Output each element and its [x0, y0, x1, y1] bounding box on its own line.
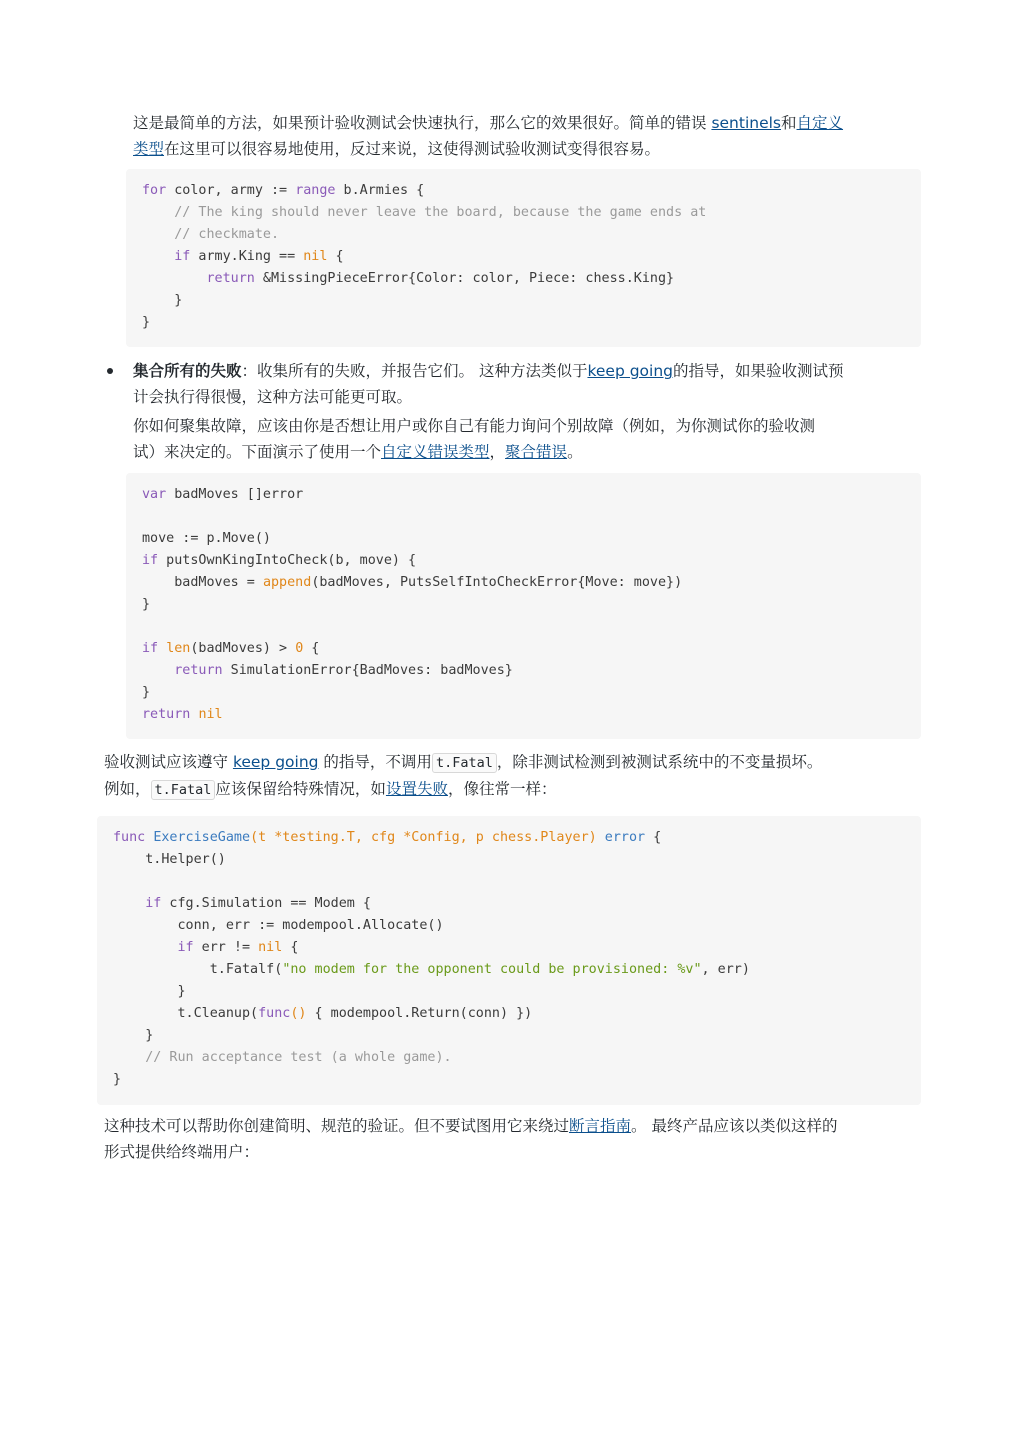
- intro-line-1: [133, 110, 923, 136]
- intro-paragraph: [133, 110, 923, 162]
- intro-text-end: 在这里可以很容易地使用，反过来说，这使得测试验收测试变得很容易。: [164, 140, 661, 158]
- code-line: return nil: [142, 707, 223, 722]
- code-line: }: [142, 685, 151, 700]
- code-line: return SimulationError{BadMoves: badMoves}: [174, 663, 513, 678]
- separator: ，: [489, 443, 506, 461]
- fatal-text: 验收测试应该遵守: [104, 753, 233, 771]
- code-line: var badMoves []error: [142, 487, 304, 502]
- list-bullet: [107, 368, 113, 374]
- list-item-aggregate-failures: [133, 358, 923, 410]
- bullet-text-cont: 的指导，如果验收测试预: [673, 362, 844, 380]
- code-comment: // checkmate.: [142, 227, 280, 242]
- conclusion-paragraph: [104, 1113, 924, 1165]
- aggregate-paragraph: [133, 413, 923, 465]
- intro-line-2: [133, 136, 923, 162]
- intro-text-and: 和: [781, 114, 797, 132]
- custom-error-type-link[interactable]: 自定义错误类型: [381, 443, 490, 461]
- code-line: [113, 871, 905, 893]
- code-line: if cfg.Simulation == Modem {: [145, 896, 371, 911]
- aggregate-line-2: [133, 439, 923, 465]
- code-line: conn, err := modempool.Allocate(): [113, 918, 444, 933]
- fatal-text-3: ，像往常一样：: [447, 780, 557, 798]
- keep-going-link-2[interactable]: keep going: [232, 753, 319, 771]
- code-line: t.Helper(): [113, 852, 226, 867]
- code-line: badMoves = append(badMoves, PutsSelfIntoCheckError{Move: move}): [142, 575, 683, 590]
- code-line: }: [142, 597, 151, 612]
- code-line: }: [113, 1028, 154, 1043]
- code-block-badmoves: [126, 473, 921, 739]
- intro-text: 这是最简单的方法，如果预计验收测试会快速执行，那么它的效果很好。简单的错误: [133, 114, 712, 132]
- code-line: }: [113, 1072, 122, 1087]
- sentinels-link[interactable]: sentinels: [711, 114, 781, 132]
- code-block-armies: [126, 169, 921, 347]
- bullet-line-1: [133, 358, 923, 384]
- fatal-line-2: [104, 776, 924, 803]
- custom-types-link-cont[interactable]: 类型: [133, 140, 165, 158]
- code-line: if err != nil {: [177, 940, 299, 955]
- code-line: t.Cleanup(func() { modempool.Return(conn) }): [113, 1006, 533, 1021]
- code-line: if len(badMoves) > 0 {: [142, 641, 320, 656]
- conclusion-line-1: [104, 1113, 924, 1139]
- bullet-line-2: 计会执行得很慢，这种方法可能更可取。: [133, 388, 413, 406]
- conclusion-line-2: 形式提供给终端用户：: [104, 1143, 260, 1161]
- fatal-line-1: [104, 749, 924, 776]
- code-line: [142, 616, 905, 638]
- code-line: move := p.Move(): [142, 531, 271, 546]
- aggregate-line-1: 你如何聚集故障，应该由你是否想让用户或你自己有能力询问个别故障（例如，为你测试你的验收测: [133, 417, 816, 435]
- fatal-text-2: 应该保留给特殊情况，如: [215, 780, 386, 798]
- fatal-example: 例如，: [104, 780, 151, 798]
- period: 。: [567, 443, 583, 461]
- code-line: for color, army := range b.Armies {: [142, 183, 425, 198]
- fatal-text-cont: 的指导，不调用: [318, 753, 432, 771]
- custom-types-link[interactable]: 自定义: [796, 114, 844, 132]
- inline-code-t-fatal: t.Fatal: [432, 753, 497, 773]
- assertion-guide-link[interactable]: 断言指南: [569, 1117, 632, 1135]
- code-line: }: [113, 984, 186, 999]
- conclusion-text-cont: 。 最终产品应该以类似这样的: [631, 1117, 838, 1135]
- fatal-paragraph: [104, 749, 924, 803]
- aggregate-text: 试）来决定的。下面演示了使用一个: [133, 443, 382, 461]
- code-line: t.Fatalf("no modem for the opponent could be provisioned: %v", err): [113, 962, 750, 977]
- code-line: return &MissingPieceError{Color: color, Piece: chess.King}: [206, 271, 675, 286]
- inline-code-t-fatal-2: t.Fatal: [151, 780, 216, 800]
- code-block-exercisegame: [97, 816, 921, 1105]
- code-comment: // Run acceptance test (a whole game).: [113, 1050, 452, 1065]
- setup-failure-link[interactable]: 设置失败: [385, 780, 448, 798]
- bullet-text: ：收集所有的失败，并报告它们。 这种方法类似于: [241, 362, 588, 380]
- conclusion-text: 这种技术可以帮助你创建简明、规范的验证。但不要试图用它来绕过: [104, 1117, 570, 1135]
- code-line: }: [142, 293, 183, 308]
- code-line: [142, 506, 905, 528]
- code-line: if army.King == nil {: [174, 249, 344, 264]
- fatal-text-end: ，除非测试检测到被测试系统中的不变量损坏。: [496, 753, 823, 771]
- code-line: }: [142, 315, 151, 330]
- aggregate-errors-link[interactable]: 聚合错误: [505, 443, 568, 461]
- keep-going-link[interactable]: keep going: [587, 362, 674, 380]
- code-line: func ExerciseGame(t *testing.T, cfg *Config, p chess.Player) error {: [113, 830, 662, 845]
- code-line: if putsOwnKingIntoCheck(b, move) {: [142, 553, 417, 568]
- code-comment: // The king should never leave the board, because the game ends at: [142, 205, 707, 220]
- bullet-bold-title: 集合所有的失败: [133, 362, 242, 380]
